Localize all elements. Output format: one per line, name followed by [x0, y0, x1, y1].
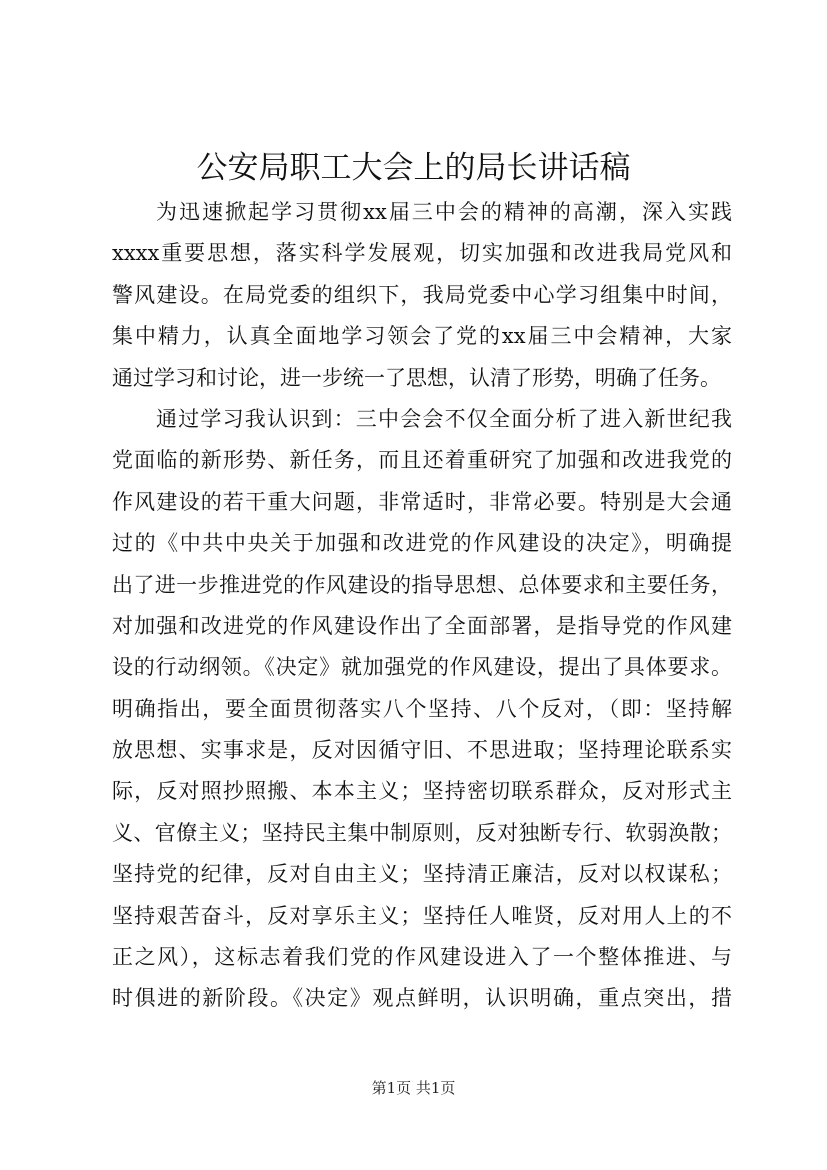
paragraph-line: 坚持党的纪律，反对自由主义；坚持清正廉洁，反对以权谋私；: [112, 862, 732, 887]
paragraph-line: 时俱进的新阶段。《决定》观点鲜明，认识明确，重点突出，措: [112, 986, 732, 1011]
page-number-footer: 第1页 共1页: [371, 1079, 456, 1097]
paragraph-line: 作风建设的若干重大问题，非常适时，非常必要。特别是大会通: [112, 489, 732, 514]
paragraph-line: 对加强和改进党的作风建设作出了全面部署，是指导党的作风建: [112, 613, 732, 638]
paragraph-line: 通过学习我认识到：三中会会不仅全面分析了进入新世纪我: [156, 406, 732, 431]
paragraph-line: 际，反对照抄照搬、本本主义；坚持密切联系群众，反对形式主: [112, 779, 732, 804]
paragraph-line: 坚持艰苦奋斗，反对享乐主义；坚持任人唯贤，反对用人上的不: [112, 903, 732, 928]
paragraph-line: 警风建设。在局党委的组织下，我局党委中心学习组集中时间，: [112, 282, 732, 307]
paragraph-line: 过的《中共中央关于加强和改进党的作风建设的决定》，明确提: [112, 531, 732, 556]
paragraph-line: 出了进一步推进党的作风建设的指导思想、总体要求和主要任务，: [112, 572, 732, 597]
paragraph-line: 放思想、实事求是，反对因循守旧、不思进取；坚持理论联系实: [112, 738, 732, 763]
paragraph-line: 明确指出，要全面贯彻落实八个坚持、八个反对，（即：坚持解: [112, 696, 732, 721]
paragraph-line: 集中精力，认真全面地学习领会了党的xx届三中会精神，大家: [112, 324, 732, 349]
paragraph-line: 正之风），这标志着我们党的作风建设进入了一个整体推进、与: [112, 945, 732, 970]
document-body: [112, 192, 732, 1020]
paragraph-line: 党面临的新形势、新任务，而且还着重研究了加强和改进我党的: [112, 448, 732, 473]
document-title: 公安局职工大会上的局长讲话稿: [196, 150, 631, 186]
paragraph-line: 通过学习和讨论，进一步统一了思想，认清了形势，明确了任务。: [112, 365, 721, 390]
paragraph-line: 为迅速掀起学习贯彻xx届三中会的精神的高潮，深入实践: [156, 200, 732, 224]
paragraph-line: xxxx重要思想，落实科学发展观，切实加强和改进我局党风和: [112, 241, 732, 266]
paragraph-line: 设的行动纲领。《决定》就加强党的作风建设，提出了具体要求。: [112, 655, 732, 680]
paragraph-line: 义、官僚主义；坚持民主集中制原则，反对独断专行、软弱涣散；: [112, 820, 732, 845]
